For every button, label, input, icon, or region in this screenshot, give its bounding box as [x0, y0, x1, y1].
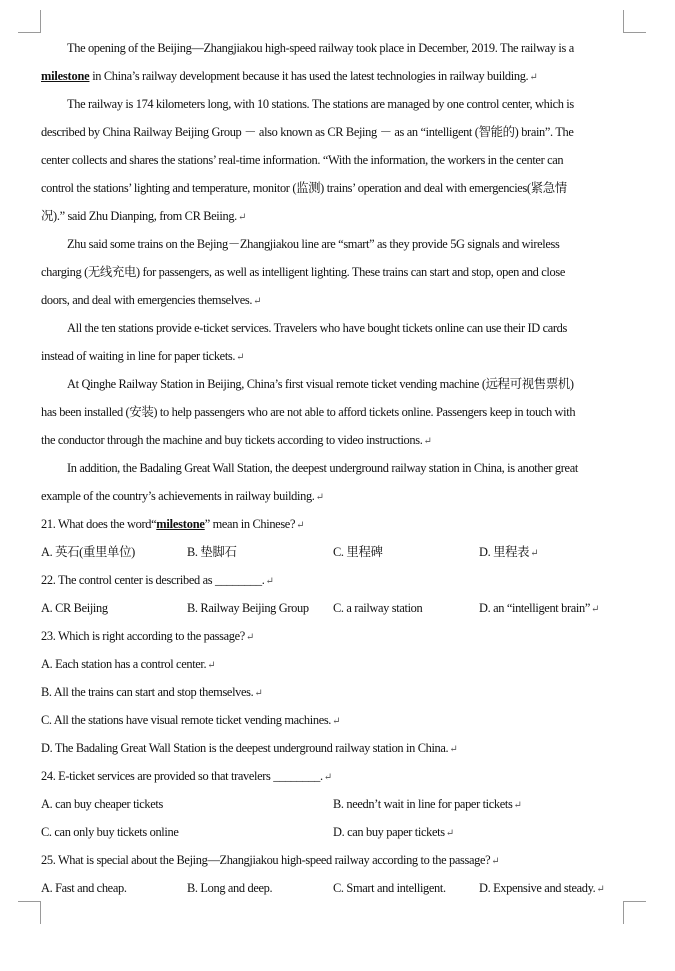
option-c: C. 里程碑: [333, 545, 383, 559]
question-24-stem: [41, 762, 626, 790]
line-text: instead of waiting in line for paper tickets.: [41, 349, 236, 363]
crop-mark-bottom-left: [18, 901, 41, 924]
question-25-options: [41, 874, 626, 902]
crop-mark-top-right: [623, 10, 646, 33]
option-b: [333, 790, 625, 818]
option-text: C. All the stations have visual remote ticket vending machines.: [41, 713, 332, 727]
document-body: [41, 34, 626, 902]
option-text: D. 里程表: [479, 545, 530, 559]
crop-mark-top-left: [18, 10, 41, 33]
paragraph-mark: ↵: [529, 72, 538, 83]
paragraph-mark: ↵: [236, 352, 245, 363]
paragraph-mark: ↵: [254, 688, 263, 699]
stem-text: ” mean in Chinese?: [204, 517, 296, 531]
line-text: 况).” said Zhu Dianping, from CR Beiing.: [41, 209, 237, 223]
paragraph-mark: ↵: [323, 772, 332, 783]
paragraph-mark: ↵: [596, 884, 605, 895]
paragraph-mark: ↵: [530, 548, 539, 559]
paragraph-line: [41, 426, 626, 454]
option-text: D. can buy paper tickets: [333, 825, 445, 839]
paragraph-mark: ↵: [296, 520, 305, 531]
option-a: A. CR Beijing: [41, 601, 108, 615]
option-a: [41, 650, 626, 678]
paragraph-line: described by China Railway Beijing Group － also known as CR Bejing － as an “intelligent (智能的) brain”. The: [41, 125, 574, 139]
paragraph-mark: ↵: [590, 604, 600, 615]
paragraph-line: center collects and shares the stations’ real-time information. “With the information, the workers in the center can: [41, 153, 564, 167]
option-a: A. 英石(重里单位): [41, 545, 135, 559]
stem-text: 24. E-ticket services are provided so that travelers ________.: [41, 769, 323, 783]
paragraph-mark: ↵: [315, 492, 324, 503]
option-c: [41, 706, 626, 734]
option-a: A. Fast and cheap.: [41, 881, 127, 895]
paragraph-line: [41, 286, 626, 314]
keyword-milestone: milestone: [41, 69, 90, 83]
paragraph-line: [41, 62, 626, 90]
option-d: [333, 818, 625, 846]
option-text: D. Expensive and steady.: [479, 881, 596, 895]
option-b: B. Long and deep.: [187, 881, 273, 895]
option-c: C. can only buy tickets online: [41, 825, 179, 839]
question-23-stem: [41, 622, 626, 650]
paragraph-line: [41, 342, 626, 370]
option-b: B. 垫脚石: [187, 545, 237, 559]
option-b: [41, 678, 626, 706]
paragraph-mark: ↵: [253, 296, 262, 307]
line-text: the conductor through the machine and buy tickets according to video instructions.: [41, 433, 423, 447]
stem-text: 21. What does the word“: [41, 517, 157, 531]
crop-mark-bottom-right: [623, 901, 646, 924]
paragraph-mark: ↵: [423, 436, 432, 447]
question-24-options-row-2: [41, 818, 626, 846]
option-text: A. Each station has a control center.: [41, 657, 207, 671]
paragraph-mark: ↵: [265, 576, 274, 587]
paragraph-mark: ↵: [491, 856, 500, 867]
paragraph-line: In addition, the Badaling Great Wall Station, the deepest underground railway station in China, is another great: [67, 461, 578, 475]
option-text: D. an “intelligent brain”: [479, 601, 590, 615]
option-text: B. All the trains can start and stop themselves.: [41, 685, 254, 699]
option-b: B. Railway Beijing Group: [187, 601, 309, 615]
question-24-options-row-1: [41, 790, 626, 818]
stem-text: 22. The control center is described as ________.: [41, 573, 265, 587]
paragraph-line: Zhu said some trains on the Bejing－Zhangjiakou line are “smart” as they provide 5G signals and wireless: [67, 237, 560, 251]
stem-text: 23. Which is right according to the passage?: [41, 629, 245, 643]
paragraph-mark: ↵: [245, 632, 254, 643]
paragraph-line: All the ten stations provide e-ticket services. Travelers who have bought tickets online can use their ID cards: [67, 321, 567, 335]
stem-text: 25. What is special about the Bejing—Zhangjiakou high-speed railway according to the passage?: [41, 853, 491, 867]
question-21-options: [41, 538, 626, 566]
question-25-stem: [41, 846, 626, 874]
paragraph-mark: ↵: [513, 800, 522, 811]
option-d: [479, 594, 625, 622]
paragraph-line: At Qinghe Railway Station in Beijing, China’s first visual remote ticket vending machine (远程可视售票机): [67, 377, 574, 391]
line-text: in China’s railway development because it has used the latest technologies in railway building.: [89, 69, 529, 83]
keyword-milestone: milestone: [156, 517, 205, 531]
option-d: [479, 538, 625, 566]
paragraph-mark: ↵: [449, 744, 458, 755]
paragraph-line: [41, 482, 626, 510]
paragraph-line: charging (无线充电) for passengers, as well as intelligent lighting. These trains can start and stop, open and close: [41, 265, 565, 279]
paragraph-mark: ↵: [332, 716, 341, 727]
question-21-stem: [41, 510, 626, 538]
paragraph-line: The railway is 174 kilometers long, with 10 stations. The stations are managed by one control center, which is: [67, 97, 574, 111]
paragraph-mark: ↵: [445, 828, 454, 839]
option-d: [41, 734, 626, 762]
paragraph-line: has been installed (安装) to help passengers who are not able to afford tickets online. Passengers keep in touch with: [41, 405, 576, 419]
paragraph-line: [41, 202, 626, 230]
line-text: example of the country’s achievements in railway building.: [41, 489, 315, 503]
question-22-stem: [41, 566, 626, 594]
option-a: A. can buy cheaper tickets: [41, 797, 163, 811]
paragraph-mark: ↵: [207, 660, 216, 671]
option-text: D. The Badaling Great Wall Station is the deepest underground railway station in China.: [41, 741, 449, 755]
paragraph-line: control the stations’ lighting and temperature, monitor (监测) trains’ operation and deal with emergencies(紧急情: [41, 181, 567, 195]
paragraph-mark: ↵: [237, 212, 246, 223]
question-22-options: [41, 594, 626, 622]
line-text: doors, and deal with emergencies themselves.: [41, 293, 253, 307]
option-c: C. Smart and intelligent.: [333, 881, 446, 895]
option-c: C. a railway station: [333, 601, 423, 615]
paragraph-line: The opening of the Beijing—Zhangjiakou high-speed railway took place in December, 2019. The railway is a: [67, 41, 574, 55]
option-text: B. needn’t wait in line for paper tickets: [333, 797, 513, 811]
option-d: [479, 874, 625, 902]
